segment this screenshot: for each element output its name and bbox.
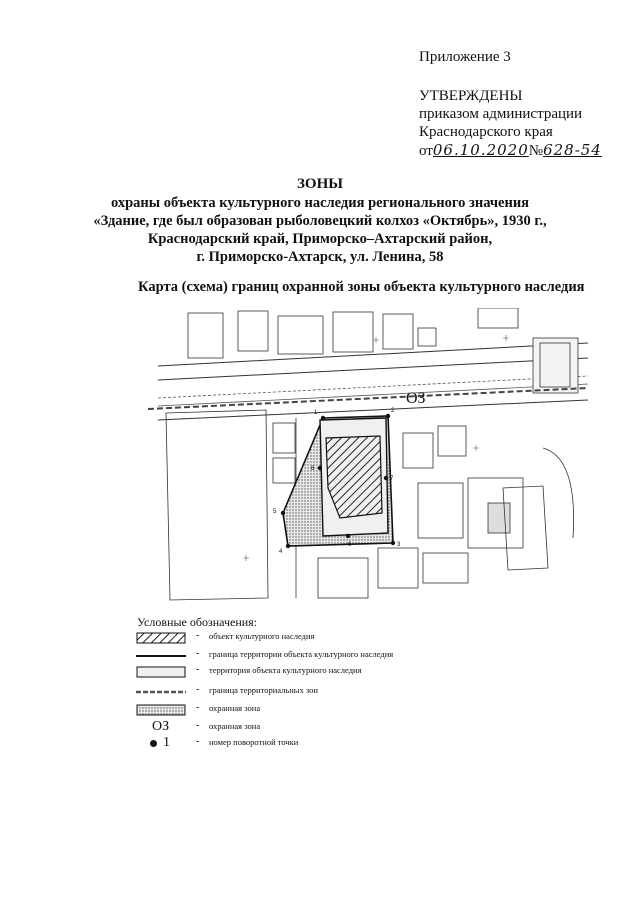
boundary-map xyxy=(148,308,588,608)
turning-point-marker xyxy=(286,544,290,548)
legend-dash: - xyxy=(196,630,200,641)
legend-item xyxy=(136,630,556,646)
legend-dash: - xyxy=(196,648,200,659)
legend-item xyxy=(136,736,556,752)
blocks-north xyxy=(188,308,578,393)
approved-heading: УТВЕРЖДЕНЫ xyxy=(419,88,523,104)
approved-by-line2: Краснодарского края xyxy=(419,124,553,140)
legend-text: охранная зона xyxy=(209,703,261,713)
legend-item xyxy=(136,720,556,736)
turning-point-label: 1 xyxy=(314,410,318,416)
legend-item xyxy=(136,702,556,718)
turning-point-label: 3 xyxy=(397,542,401,548)
legend-title: Условные обозначения: xyxy=(137,615,258,629)
turning-point-marker xyxy=(321,416,325,420)
approved-by-line1: приказом администрации xyxy=(419,106,583,122)
legend-text: территория объекта культурного наследия xyxy=(209,665,362,675)
legend-symbol-territory-boundary xyxy=(136,650,186,662)
approval-block xyxy=(419,87,602,160)
legend-symbol-heritage-object xyxy=(136,632,186,644)
legend-text: граница территориальных зон xyxy=(209,685,318,695)
turning-point-marker xyxy=(384,476,388,480)
approval-date-line xyxy=(419,141,602,160)
legend-item xyxy=(136,664,556,680)
number-prefix: № xyxy=(528,143,544,159)
turning-point-marker xyxy=(318,466,322,470)
turning-point-marker xyxy=(346,534,350,538)
doc-subtitle-line1: охраны объекта культурного наследия регионального значения xyxy=(110,195,530,211)
turning-point-label: 7 xyxy=(390,476,394,482)
doc-subtitle-line2: «Здание, где был образован рыболовецкий колхоз «Октябрь», 1930 г., xyxy=(93,213,547,229)
territorial-zone-boundary xyxy=(148,388,588,409)
legend-symbol-zone-label: ОЗ xyxy=(152,719,170,734)
legend-text: объект культурного наследия xyxy=(209,631,315,641)
legend-dash: - xyxy=(196,702,200,713)
legend-text: номер поворотной точки xyxy=(209,737,299,747)
legend-symbol-point-number: 1 xyxy=(163,735,170,750)
doc-title: ЗОНЫ xyxy=(297,176,343,192)
turning-point-marker xyxy=(391,541,395,545)
legend-dash: - xyxy=(196,684,200,695)
turning-point-label: 2 xyxy=(391,408,395,414)
zone-label: ОЗ xyxy=(406,390,426,407)
legend-text: граница территории объекта культурного наследия xyxy=(209,649,394,659)
legend-symbol-protection-zone xyxy=(136,704,186,716)
turning-point-label: 4 xyxy=(279,549,283,555)
legend-item xyxy=(136,648,556,664)
legend-text: охранная зона xyxy=(209,721,261,731)
legend-dash: - xyxy=(196,736,200,747)
street-north xyxy=(158,343,588,420)
legend-item xyxy=(136,684,556,700)
appendix-label: Приложение 3 xyxy=(419,49,511,65)
turning-point-label: 6 xyxy=(348,542,352,548)
doc-subtitle-line4: г. Приморско-Ахтарск, ул. Ленина, 58 xyxy=(196,249,444,265)
turning-point-label: 8 xyxy=(311,466,315,472)
legend-symbol-territory xyxy=(136,666,186,678)
doc-subtitle-line3: Краснодарский край, Приморско–Ахтарский район, xyxy=(147,231,493,247)
map-caption: Карта (схема) границ охранной зоны объекта культурного наследия xyxy=(138,279,585,295)
legend-dash: - xyxy=(196,720,200,731)
legend-symbol-zone-boundary xyxy=(136,686,186,698)
turning-point-label: 5 xyxy=(273,509,277,515)
date-value: 06.10.2020 xyxy=(432,141,529,159)
legend-symbol-point-dot xyxy=(150,740,157,747)
date-prefix: от xyxy=(419,143,433,159)
turning-point-marker xyxy=(281,511,285,515)
number-value: 628-54 xyxy=(543,141,602,159)
blocks-west xyxy=(166,410,296,600)
legend-dash: - xyxy=(196,664,200,675)
turning-point-marker xyxy=(386,414,390,418)
